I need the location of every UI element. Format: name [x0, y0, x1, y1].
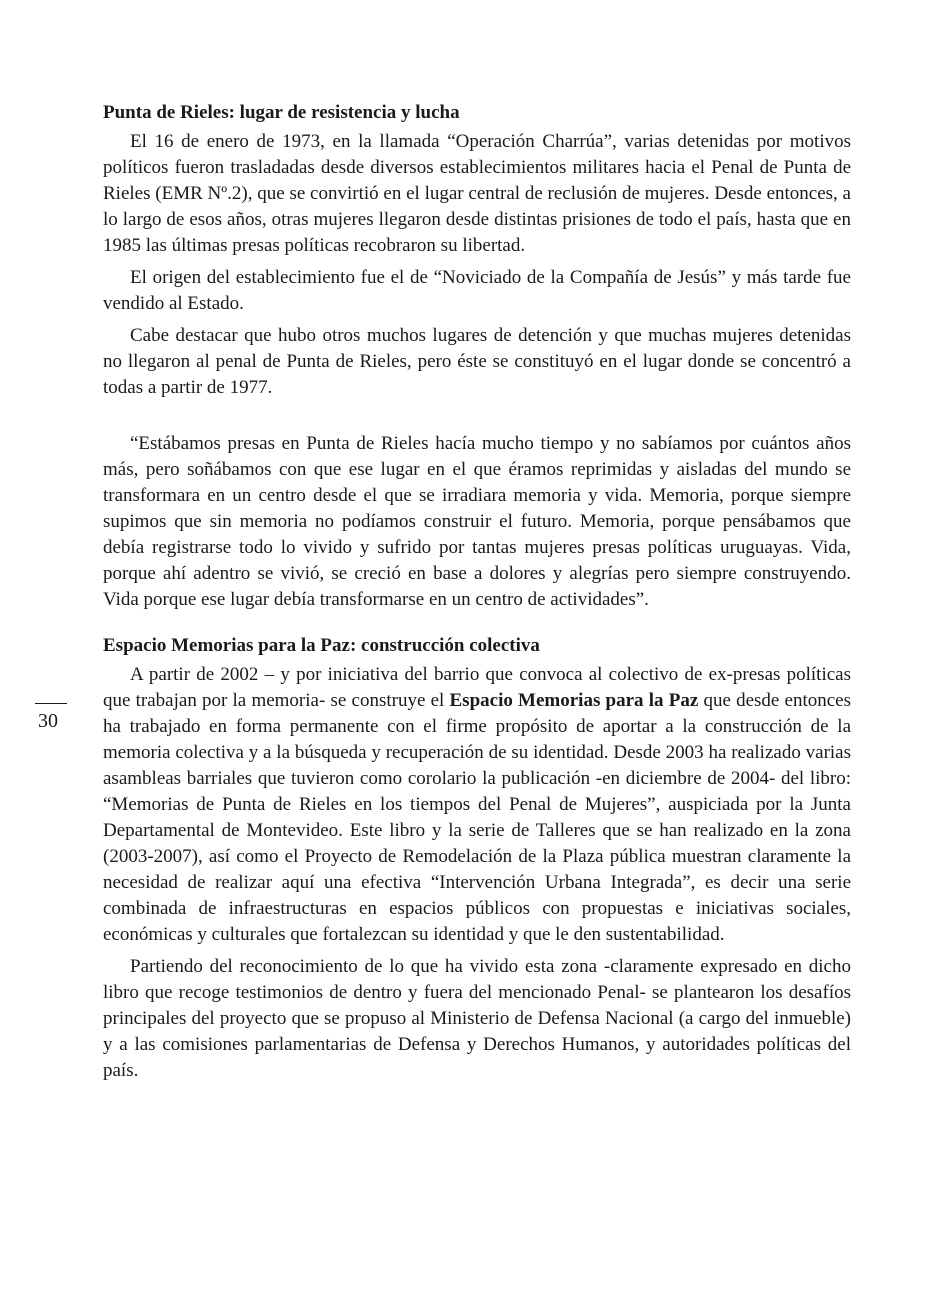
page-number-rule — [35, 703, 67, 704]
paragraph-partiendo-reconocimiento: Partiendo del reconocimiento de lo que ha vivido esta zona -claramente expresado en dicho libro que recoge testimonios de dentro y fuera del mencionado Penal- se plantearon los desafíos principales del proyecto que se propuso al Ministerio de Defensa Nacional (a cargo del inmueble) y a las comisiones parlamentarias de Defensa y Derechos Humanos, y autoridades políticas del país. — [103, 956, 851, 1081]
paragraph-a-partir-2002 — [103, 662, 851, 948]
testimony-quote: “Estábamos presas en Punta de Rieles hacía mucho tiempo y no sabíamos por cuántos años más, pero soñábamos con que ese lugar en el que éramos reprimidas y aisladas del mundo se transformara en un centro desde el que se irradiara memoria y vida. Memoria, porque siempre supimos que sin memoria no podíamos construir el futuro. Memoria, porque pensábamos que debía registrarse todo lo vivido y sufrido por tantas mujeres presas políticas uruguayas. Vida, porque ahí adentro se vivió, se creció en base a dolores y alegrías pero siempre construyendo. Vida porque ese lugar debía transformarse en un centro de actividades”. — [103, 433, 851, 610]
paragraph-operacion-charrua: El 16 de enero de 1973, en la llamada “Operación Charrúa”, varias detenidas por motivos políticos fueron trasladadas desde diversos establecimientos militares hacia el Penal de Punta de Rieles (EMR Nº.2), que se convirtió en el lugar central de reclusión de mujeres. Desde entonces, a lo largo de esos años, otras mujeres llegaron desde distintas prisiones de todo el país, hasta que en 1985 las últimas presas políticas recobraron su libertad. — [103, 131, 851, 256]
paragraph-origen-establecimiento: El origen del establecimiento fue el de “Noviciado de la Compañía de Jesús” y más tarde fue vendido al Estado. — [103, 267, 851, 314]
paragraph-otros-lugares: Cabe destacar que hubo otros muchos lugares de detención y que muchas mujeres detenidas no llegaron al penal de Punta de Rieles, pero éste se constituyó en el lugar donde se concentró a todas a partir de 1977. — [103, 325, 851, 398]
paragraph-text-rest: que desde entonces ha trabajado en forma permanente con el firme propósito de aportar a la construcción de la memoria colectiva y a la búsqueda y recuperación de su identidad. Desde 2003 ha realizado varias asambleas barriales que tuvieron como corolario la publicación -en diciembre de 2004- del libro: “Memorias de Punta de Rieles en los tiempos del Penal de Mujeres”, auspiciada por la Junta Departamental de Montevideo. Este libro y la serie de Talleres que se han realizado en la zona (2003-2007), así como el Proyecto de Remodelación de la Plaza pública muestran claramente la necesidad de realizar aquí una efectiva “Intervención Urbana Integrada”, es decir una serie combinada de infraestructuras en espacios públicos con propuestas e iniciativas sociales, económicas y culturales que fortalezcan su identidad y que le den sustentabilidad. — [103, 690, 852, 945]
section-heading-punta-de-rieles: Punta de Rieles: lugar de resistencia y lucha — [103, 102, 460, 123]
section-heading-espacio-memorias: Espacio Memorias para la Paz: construcción colectiva — [103, 635, 540, 656]
bold-espacio-memorias: Espacio Memorias para la Paz — [449, 690, 699, 711]
paragraph-text-start: A partir de 2002 – y por iniciativa del barrio que convoca al colectivo de ex-presas políticas que trabajan por la memoria- se construye el — [103, 664, 851, 711]
page-number: 30 — [38, 710, 58, 732]
page-body — [103, 100, 851, 1090]
